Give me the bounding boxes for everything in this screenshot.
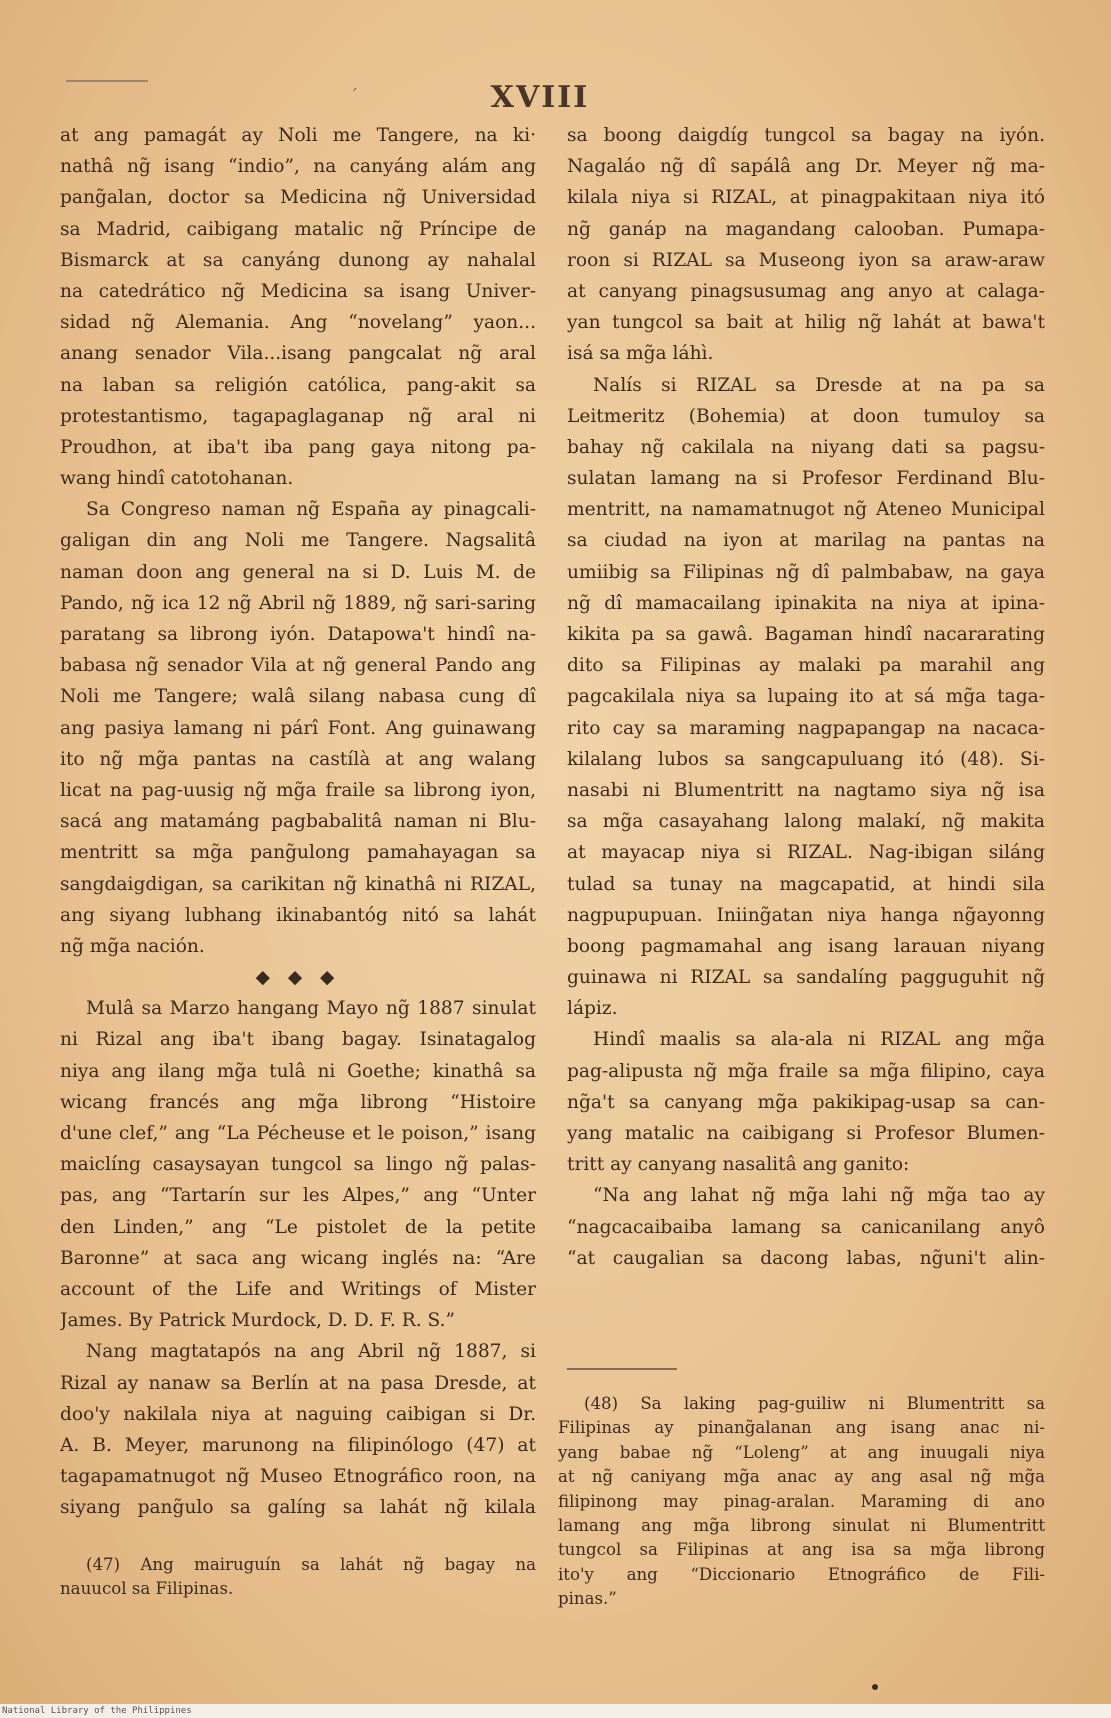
text-line: protestantismo, tagapaglaganap ng̃ aral ni xyxy=(60,405,536,427)
text-line: boong pagmamahal ang isang larauan niyang xyxy=(567,935,1045,957)
text-line: Nang magtatapós na ang Abril ng̃ 1887, si xyxy=(86,1341,536,1363)
text-line: siyang pang̃ulo sa galíng sa lahát ng̃ kilala xyxy=(60,1497,536,1519)
text-line: rito cay sa maraming nagpapangap na nacaca- xyxy=(567,717,1045,739)
text-line: Mulâ sa Marzo hangang Mayo ng̃ 1887 sinulat xyxy=(86,998,536,1020)
left-text-column xyxy=(60,120,536,1523)
text-line: Hindî maalis sa ala-ala ni RIZAL ang mg̃a xyxy=(593,1029,1045,1051)
header-rule xyxy=(66,80,148,82)
footnote-line: tungcol sa Filipinas at ang isa sa mg̃a librong xyxy=(558,1540,1045,1560)
text-line: maiclíng casaysayan tungcol sa lingo ng̃ palas- xyxy=(60,1154,536,1176)
text-line: Leitmeritz (Bohemia) at doon tumuloy sa xyxy=(567,405,1045,427)
footnote-line: (47) Ang mairuguín sa lahát ng̃ bagay na xyxy=(86,1555,536,1574)
text-line: na catedrático ng̃ Medicina sa isang Univer- xyxy=(60,280,536,302)
text-line: James. By Patrick Murdock, D. D. F. R. S.” xyxy=(60,1310,456,1332)
text-line: account of the Life and Writings of Mister xyxy=(60,1278,536,1300)
text-line: ng̃ mg̃a nación. xyxy=(60,935,205,957)
section-ornament: ◆ ◆ ◆ xyxy=(255,967,341,989)
text-line: naman doon ang general na si D. Luis M. de xyxy=(60,561,536,583)
text-line: ito ng̃ mg̃a pantas na castílà at ang walang xyxy=(60,748,536,770)
footnote-line: (48) Sa laking pag-guiliw ni Blumentritt sa xyxy=(584,1394,1045,1413)
text-line: tritt ay canyang nasalitâ ang ganito: xyxy=(567,1154,910,1176)
text-line: sulatan lamang na si Profesor Ferdinand Blu- xyxy=(567,468,1045,490)
text-line: roon si RIZAL sa Museong iyon sa araw-araw xyxy=(567,249,1045,271)
text-line: Nagaláo ng̃ dî sapálâ ang Dr. Meyer ng̃ ma- xyxy=(567,156,1045,178)
quote-line: “at caugalian sa dacong labas, ng̃uni't alin- xyxy=(567,1247,1045,1269)
text-line: ng̃ ganáp na magandang calooban. Pumapa- xyxy=(567,218,1045,240)
text-line: isá sa mg̃a láhì. xyxy=(567,343,714,365)
footnote-line: filipinong may pinag-aralan. Maraming di ano xyxy=(558,1491,1045,1511)
text-line: ng̃a't sa canyang mg̃a pakikipag-usap sa can- xyxy=(567,1091,1045,1113)
text-line: pag-alipusta ng̃ mg̃a fraile sa mg̃a filipino, caya xyxy=(567,1060,1045,1082)
text-line: sangdaigdigan, sa carikitan ng̃ kinathâ ni RIZAL, xyxy=(60,873,536,895)
scan-credit: National Library of the Philippines xyxy=(2,1706,192,1716)
text-line: galigan din ang Noli me Tangere. Nagsalitâ xyxy=(60,530,536,552)
footnote-line: nauucol sa Filipinas. xyxy=(60,1579,234,1599)
text-line: babasa ng̃ senador Vila at ng̃ general Pando ang xyxy=(60,655,536,677)
text-line: at mayacap niya si RIZAL. Nag-ibigan siláng xyxy=(567,842,1045,864)
text-line: Bismarck at sa canyáng dunong ay nahalal xyxy=(60,249,536,271)
footnote-line: Filipinas ay pinang̃alanan ang isang anac ni- xyxy=(558,1418,1045,1438)
text-line: dito sa Filipinas ay malaki pa marahil ang xyxy=(567,655,1045,677)
footnote-rule xyxy=(567,1368,677,1370)
text-line: nasabi ni Blumentritt na nagtamo siya ng̃ isa xyxy=(567,779,1045,801)
text-line: Sa Congreso naman ng̃ España ay pinagcali- xyxy=(86,499,536,521)
text-line: at canyang pinagsusumag ang anyo at calaga- xyxy=(567,280,1045,302)
text-line: A. B. Meyer, marunong na filipinólogo (47) at xyxy=(60,1434,536,1456)
text-line: wang hindî catotohanan. xyxy=(60,468,294,490)
text-line: tagapamatnugot ng̃ Museo Etnográfico roon, na xyxy=(60,1466,536,1488)
text-line: paratang sa librong iyón. Datapowa't hindî na- xyxy=(60,624,536,645)
footnote-line: pinas.” xyxy=(558,1589,617,1609)
text-line: mentritt sa mg̃a pang̃ulong pamahayagan sa xyxy=(60,842,536,864)
text-line: sa boong daigdíg tungcol sa bagay na iyón. xyxy=(567,125,1045,146)
text-line: sidad ng̃ Alemania. Ang “novelang” yaon... xyxy=(60,312,536,334)
text-line: na laban sa religión católica, pang-akit sa xyxy=(60,374,536,396)
text-line: tulad sa tunay na magcapatid, at hindi sila xyxy=(567,873,1045,895)
footnote-line: lamang ang mg̃a librong sinulat ni Blumentritt xyxy=(558,1515,1045,1535)
text-line: lápiz. xyxy=(567,998,618,1020)
footnote-line: at ng̃ caniyang mg̃a anac ay ang asal ng̃ mg̃a xyxy=(558,1467,1045,1487)
footnote-line: yang babae ng̃ “Loleng” at ang inuugali niya xyxy=(558,1442,1045,1462)
text-line: anang senador Vila...isang pangcalat ng̃ aral xyxy=(60,343,536,365)
footnote-47 xyxy=(60,1553,536,1602)
text-line: kilalang lubos sa sangcapuluang itó (48). Si- xyxy=(567,748,1045,770)
text-line: wicang francés ang mg̃a librong “Histoire xyxy=(60,1091,536,1113)
text-line: umiibig sa Filipinas ng̃ dî palmbabaw, na gaya xyxy=(567,561,1045,583)
footnote-line: ito'y ang “Diccionario Etnográfico de Fili- xyxy=(558,1564,1045,1584)
text-line: den Linden,” ang “Le pistolet de la petite xyxy=(60,1216,536,1238)
text-line: ang siyang lubhang ikinabantóg nitó sa lahát xyxy=(60,904,536,926)
text-line: sa Madrid, caibigang matalic ng̃ Príncipe de xyxy=(60,218,536,240)
text-line: yang matalic na caibigang si Profesor Blumen- xyxy=(567,1123,1045,1144)
text-line: nagpupupuan. Iniing̃atan niya hanga ng̃ayonng xyxy=(567,904,1045,926)
right-text-column xyxy=(567,120,1045,1274)
text-line: ang pasiya lamang ni párî Font. Ang guinawang xyxy=(60,717,536,739)
quote-line: “nagcacaibaiba lamang sa canicanilang anyô xyxy=(567,1216,1045,1238)
text-line: Baronne” at saca ang wicang inglés na: “Are xyxy=(60,1247,536,1269)
text-line: at ang pamagát ay Noli me Tangere, na ki· xyxy=(60,125,536,146)
text-line: Proudhon, at iba't iba pang gaya nitong pa- xyxy=(60,436,536,458)
text-line: yan tungcol sa bait at hilig ng̃ lahát at bawa't xyxy=(567,312,1045,334)
text-line: Pando, ng̃ ica 12 ng̃ Abril ng̃ 1889, ng̃ sari-saring xyxy=(60,592,536,614)
text-line: niya ang ilang mg̃a tulâ ni Goethe; kinathâ sa xyxy=(60,1060,536,1082)
text-line: kilala niya si RIZAL, at pinagpakitaan niya itó xyxy=(567,187,1045,209)
text-line: ng̃ dî mamacailang ipinakita na niya at ipina- xyxy=(567,592,1045,614)
text-line: sa mg̃a casayahang lalong malakí, ng̃ makita xyxy=(567,811,1045,833)
text-line: doo'y nakilala niya at naguing caibigan si Dr. xyxy=(60,1403,536,1425)
quote-line: “Na ang lahat ng̃ mg̃a lahi ng̃ mg̃a tao ay xyxy=(593,1185,1045,1207)
header-tick-mark: ˊ xyxy=(350,86,358,105)
text-line: Rizal ay nanaw sa Berlín at na pasa Dresde, at xyxy=(60,1372,536,1394)
text-line: mentritt, na namamatnugot ng̃ Ateneo Municipal xyxy=(567,499,1045,521)
text-line: d'une clef,” ang “La Pécheuse et le poison,” isang xyxy=(60,1123,536,1144)
text-line: pang̃alan, doctor sa Medicina ng̃ Universidad xyxy=(60,187,536,209)
text-line: licat na pag-uusig ng̃ mg̃a fraile sa librong iyon, xyxy=(60,779,536,801)
ink-dot xyxy=(872,1684,878,1690)
text-line: kikita pa sa gawâ. Bagaman hindî nacararating xyxy=(567,624,1045,645)
page-number: XVIII xyxy=(490,80,590,115)
text-line: bahay ng̃ cakilala na niyang dati sa pagsu- xyxy=(567,436,1045,458)
text-line: Nalís si RIZAL sa Dresde at na pa sa xyxy=(593,374,1045,396)
text-line: ni Rizal ang iba't ibang bagay. Isinatagalog xyxy=(60,1029,536,1051)
text-line: pas, ang “Tartarín sur les Alpes,” ang “Unter xyxy=(60,1185,536,1207)
footnote-48 xyxy=(558,1392,1045,1612)
text-line: sacá ang matamáng pagbabalitâ naman ni Blu- xyxy=(60,811,536,833)
text-line: sa ciudad na iyon at marilag na pantas na xyxy=(567,530,1045,552)
text-line: nathâ ng̃ isang “indio”, na canyáng alám ang xyxy=(60,156,536,178)
text-line: guinawa ni RIZAL sa sandalíng pagguguhit ng̃ xyxy=(567,967,1045,989)
text-line: Noli me Tangere; walâ silang nabasa cung dî xyxy=(60,686,536,708)
text-line: pagcakilala niya sa lupaing ito at sá mg̃a taga- xyxy=(567,686,1045,708)
